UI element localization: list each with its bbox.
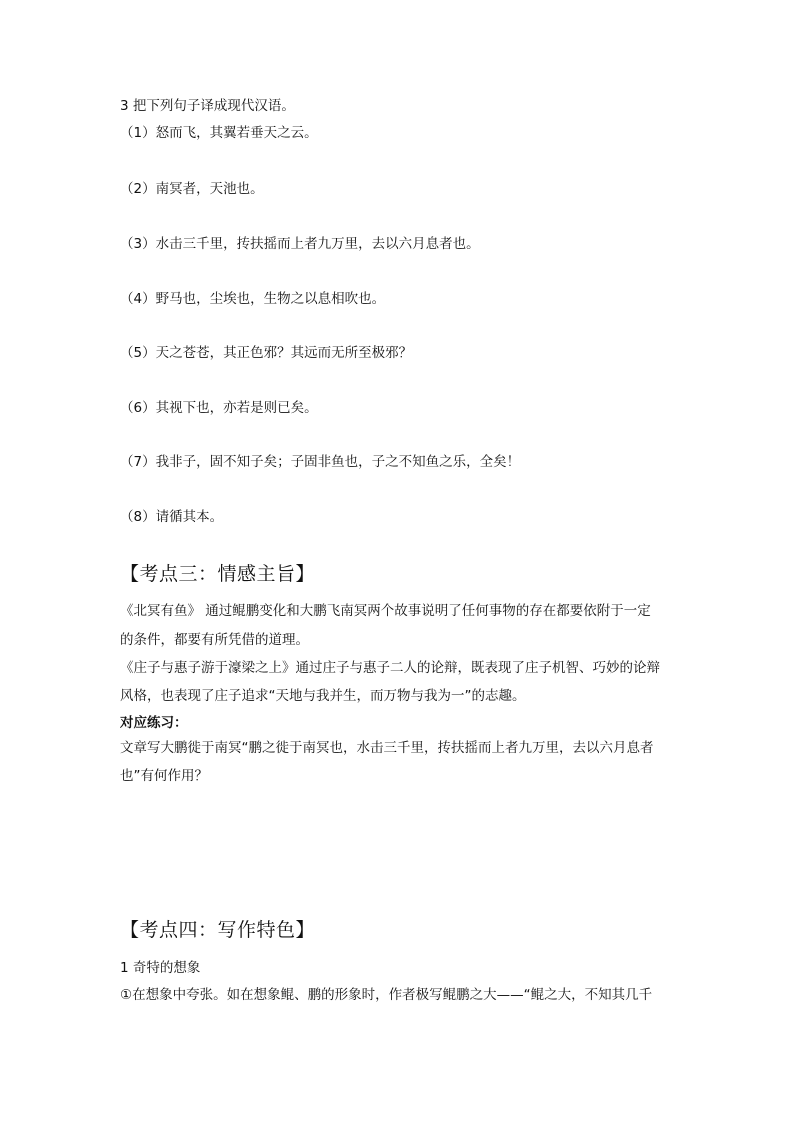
translate-question-title: 3 把下列句子译成现代汉语。	[120, 98, 295, 114]
translate-item-5: （5）天之苍苍，其正色邪？其远而无所至极邪？	[120, 345, 413, 361]
writing-subheading-1: 1 奇特的想象	[120, 960, 201, 976]
theme-paragraph-1-line-1: 《北冥有鱼》 通过鲲鹏变化和大鹏飞南冥两个故事说明了任何事物的存在都要依附于一定	[120, 603, 651, 619]
theme-paragraph-1-line-2: 的条件，都要有所凭借的道理。	[120, 632, 309, 648]
practice-question-line-2: 也”有何作用？	[120, 768, 208, 784]
translate-item-3: （3）水击三千里，抟扶摇而上者九万里，去以六月息者也。	[120, 236, 480, 252]
translate-item-4: （4）野马也，尘埃也，生物之以息相吹也。	[120, 291, 386, 307]
writing-item-1: ①在想象中夸张。如在想象鲲、鹏的形象时，作者极写鲲鹏之大——“鲲之大，不知其几千	[120, 987, 653, 1003]
practice-label: 对应练习：	[120, 715, 188, 731]
theme-paragraph-2-line-1: 《庄子与惠子游于濠梁之上》通过庄子与惠子二人的论辩，既表现了庄子机智、巧妙的论辩	[120, 660, 660, 676]
translate-item-8: （8）请循其本。	[120, 509, 224, 525]
section-heading-writing: 【考点四：写作特色】	[120, 919, 316, 941]
translate-item-6: （6）其视下也，亦若是则已矣。	[120, 400, 318, 416]
translate-item-2: （2）南冥者，天池也。	[120, 181, 264, 197]
practice-question-line-1: 文章写大鹏徙于南冥“鹏之徙于南冥也，水击三千里，抟扶摇而上者九万里，去以六月息者	[120, 740, 654, 756]
section-heading-theme: 【考点三：情感主旨】	[120, 563, 316, 585]
theme-paragraph-2-line-2: 风格，也表现了庄子追求“天地与我并生，而万物与我为一”的志趣。	[120, 688, 526, 704]
translate-item-7: （7）我非子，固不知子矣；子固非鱼也，子之不知鱼之乐，全矣！	[120, 454, 521, 470]
translate-item-1: （1）怒而飞，其翼若垂天之云。	[120, 125, 318, 141]
